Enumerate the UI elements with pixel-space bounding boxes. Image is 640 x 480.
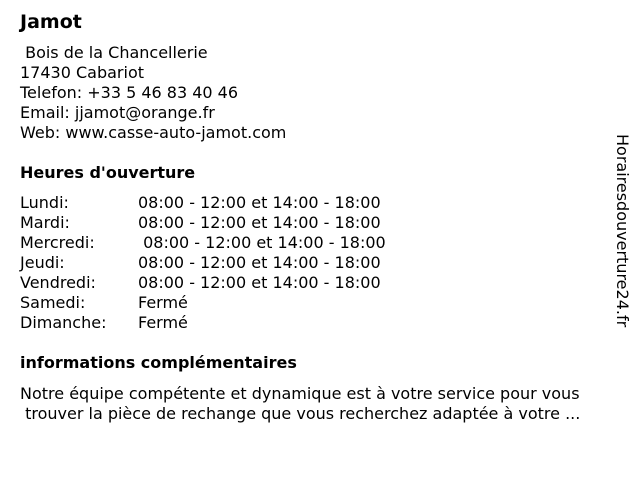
hours-row-lundi: [20, 193, 386, 213]
contact-block: [20, 43, 286, 143]
day-label: Dimanche:: [20, 313, 107, 332]
day-hours: 08:00 - 12:00 et 14:00 - 18:00: [138, 193, 381, 212]
hours-row-vendredi: [20, 273, 386, 293]
hours-row-dimanche: [20, 313, 386, 333]
business-name: Jamot: [20, 11, 82, 33]
day-hours: 08:00 - 12:00 et 14:00 - 18:00: [138, 213, 381, 232]
day-label: Jeudi:: [20, 253, 65, 272]
day-hours: 08:00 - 12:00 et 14:00 - 18:00: [138, 273, 381, 292]
hours-row-jeudi: [20, 253, 386, 273]
day-hours: 08:00 - 12:00 et 14:00 - 18:00: [138, 233, 386, 252]
hours-heading: Heures d'ouverture: [20, 163, 196, 182]
address-line-2: 17430 Cabariot: [20, 63, 145, 82]
day-label: Samedi:: [20, 293, 86, 312]
hours-row-samedi: [20, 293, 386, 313]
day-hours: Fermé: [138, 313, 188, 332]
info-description: [20, 384, 632, 424]
address-line-1: Bois de la Chancellerie: [20, 43, 208, 62]
hours-row-mardi: [20, 213, 386, 233]
info-line-1: Notre équipe compétente et dynamique est à votre service pour vous: [20, 384, 580, 403]
day-hours: 08:00 - 12:00 et 14:00 - 18:00: [138, 253, 381, 272]
site-brand-vertical: Horairesdouverture24.fr: [613, 134, 632, 328]
day-label: Lundi:: [20, 193, 69, 212]
day-label: Mardi:: [20, 213, 70, 232]
hours-table: [20, 193, 386, 333]
info-line-2: trouver la pièce de rechange que vous recherchez adaptée à votre ...: [20, 404, 581, 423]
phone-number: Telefon: +33 5 46 83 40 46: [20, 83, 239, 102]
day-label: Mercredi:: [20, 233, 95, 252]
hours-row-mercredi: [20, 233, 386, 253]
info-heading: informations complémentaires: [20, 353, 297, 372]
email-address: Email: jjamot@orange.fr: [20, 103, 215, 122]
day-hours: Fermé: [138, 293, 188, 312]
website-url: Web: www.casse-auto-jamot.com: [20, 123, 287, 142]
day-label: Vendredi:: [20, 273, 96, 292]
